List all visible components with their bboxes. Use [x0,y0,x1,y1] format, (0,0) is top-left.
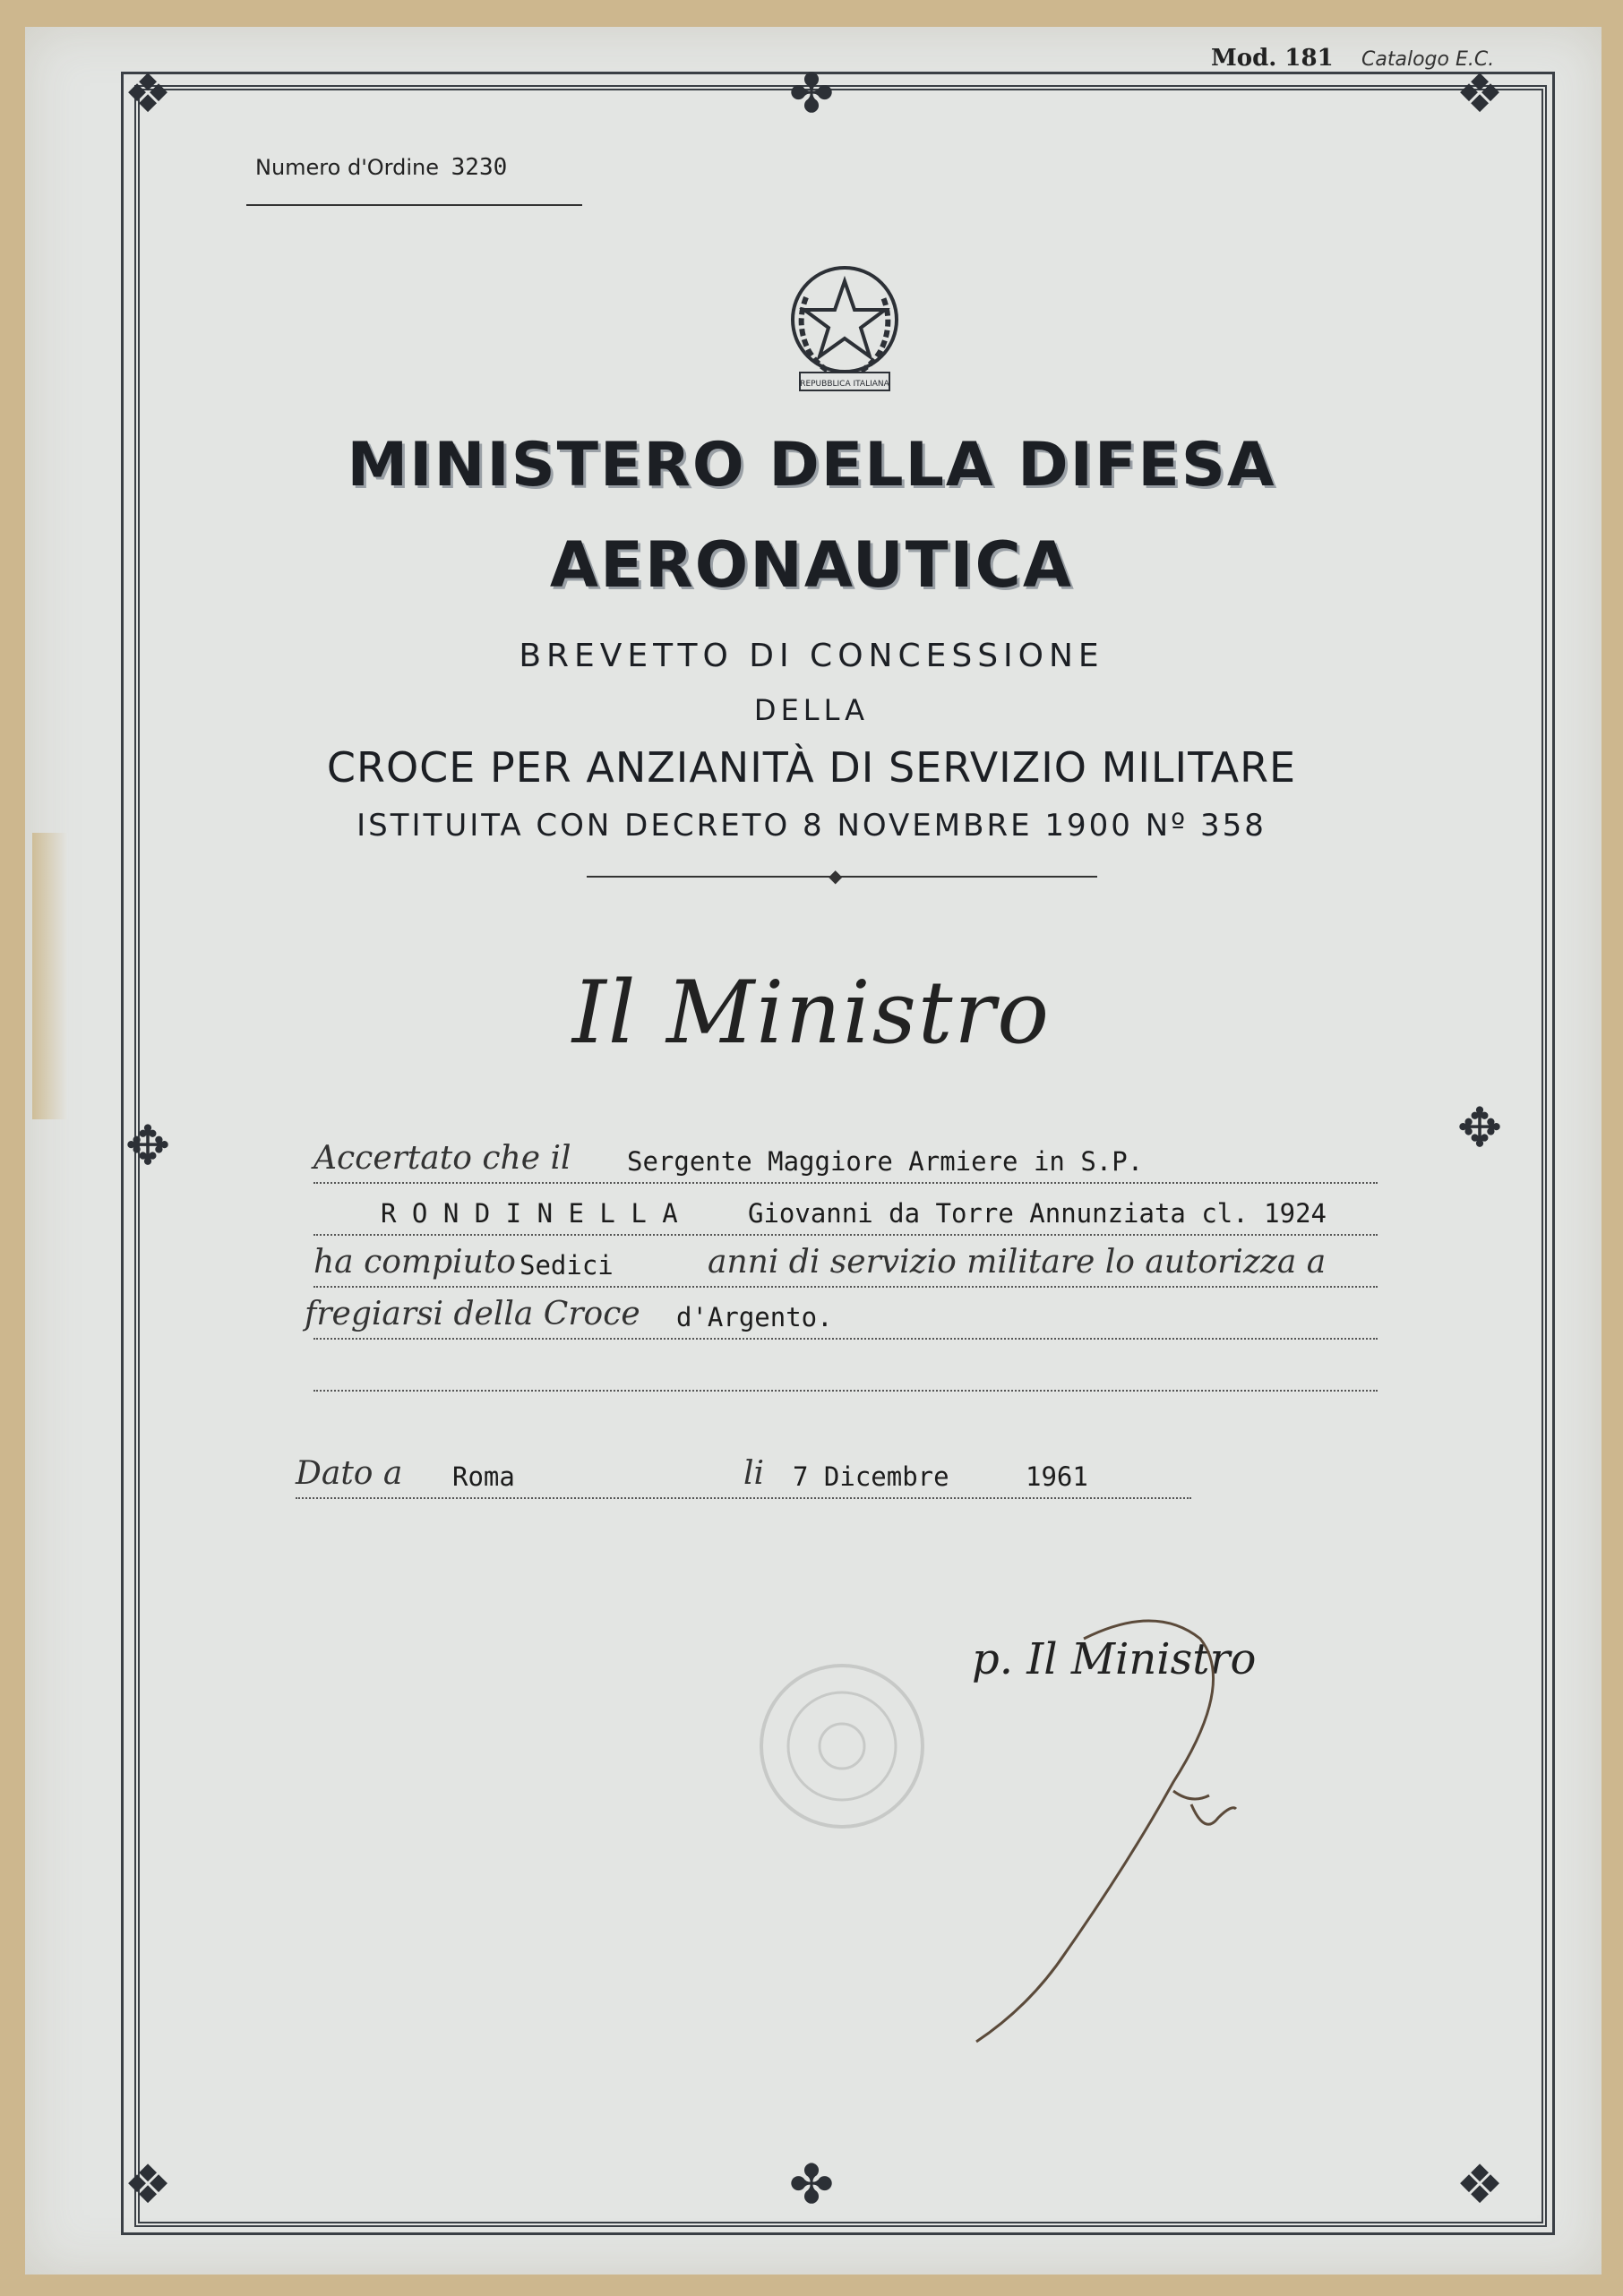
croce-heading: CROCE PER ANZIANITÀ DI SERVIZIO MILITARE [326,743,1297,792]
surname-value: R O N D I N E L L A [381,1198,678,1229]
order-number-field [255,154,507,181]
della-heading: DELLA [753,693,870,727]
cross-type-value: d'Argento. [676,1302,833,1332]
rank-value: Sergente Maggiore Armiere in S.P. [627,1146,1144,1177]
person-value: Giovanni da Torre Annunziata cl. 1924 [748,1198,1327,1229]
side-ornament-icon: ✥ [125,1115,171,1178]
accertato-label: Accertato che il [313,1140,571,1177]
corner-ornament-icon: ❖ [124,2154,172,2216]
ministry-title: MINISTERO DELLA DIFESA [347,430,1276,501]
years-value: Sedici [520,1250,614,1281]
anni-label: anni di servizio militare lo autorizza a [708,1244,1327,1281]
signature-label: p. Il Ministro [972,1634,1257,1684]
body-line-2 [313,1182,1378,1236]
decree-heading: ISTITUITA CON DECRETO 8 NOVEMBRE 1900 Nº 358 [356,808,1267,844]
handwritten-signature [949,1585,1326,2051]
dato-label: Dato a [296,1455,403,1492]
center-ornament-icon: ✤ [788,2154,835,2216]
body-line-4 [305,1286,1378,1340]
brevetto-heading: BREVETTO DI CONCESSIONE [519,638,1104,674]
ministro-heading: Il Ministro [571,963,1052,1063]
fregiarsi-label: fregiarsi della Croce [305,1296,640,1332]
body-line-1 [313,1130,1378,1184]
emblem-caption: REPUBBLICA ITALIANA [800,380,889,389]
order-label: Numero d'Ordine [255,155,440,180]
order-underline [246,204,582,206]
place-value: Roma [452,1461,515,1492]
body-line-5 [313,1338,1378,1392]
order-number: 3230 [451,154,508,181]
date-line [296,1444,1191,1499]
body-line-3 [313,1234,1378,1288]
corner-ornament-icon: ❖ [1456,63,1504,125]
side-ornament-icon: ✥ [1456,1097,1503,1160]
compiuto-label: ha compiuto [313,1244,516,1281]
faded-seal-stamp [752,1657,932,1836]
divider-ornament-icon: ◆ [829,865,843,887]
center-ornament-icon: ✤ [788,63,835,125]
date-value: 7 Dicembre [793,1461,949,1492]
li-label: li [743,1455,765,1492]
branch-title: AERONAUTICA [549,528,1074,602]
corner-ornament-icon: ❖ [1456,2154,1504,2216]
model-number: Mod. 181 [1211,45,1334,72]
year-value: 1961 [1026,1461,1088,1492]
catalog-label: Catalogo E.C. [1361,48,1495,71]
italian-republic-emblem-icon [786,261,903,396]
corner-ornament-icon: ❖ [124,63,172,125]
